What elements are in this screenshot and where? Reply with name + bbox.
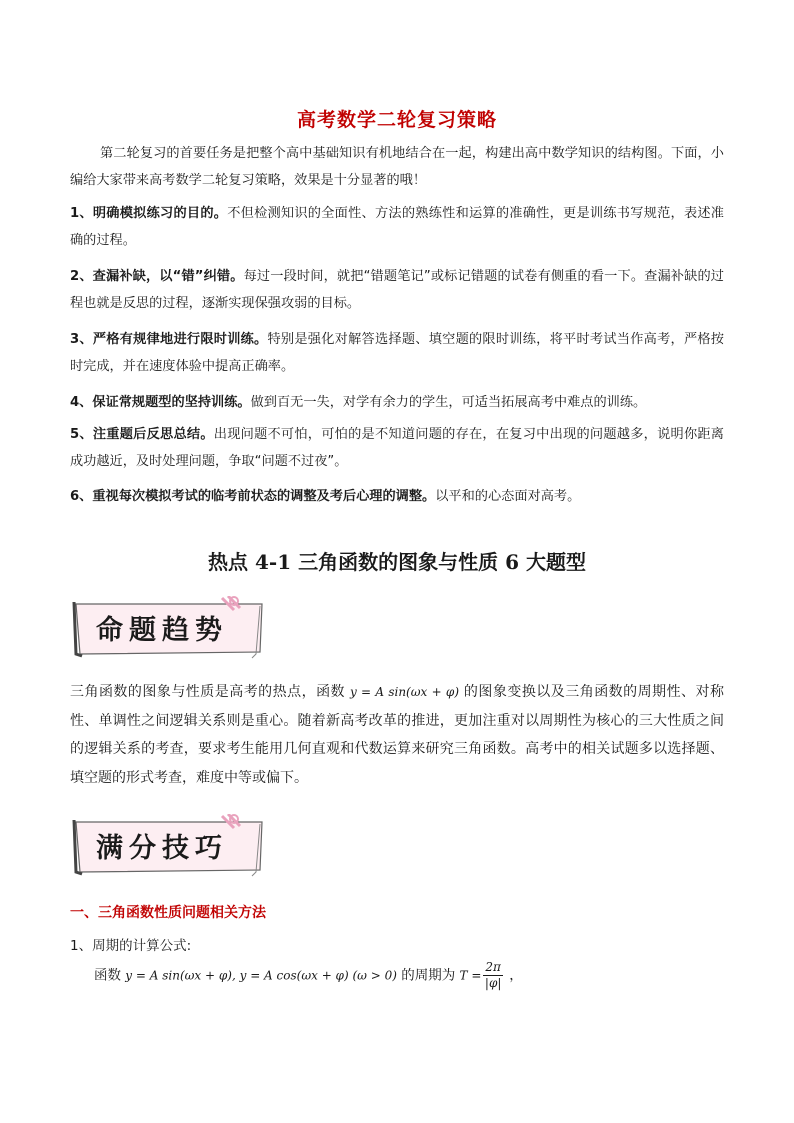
- section-heading: 一、三角函数性质问题相关方法: [70, 905, 266, 921]
- strategy-item-1: [70, 200, 724, 254]
- period-text-end: ，: [504, 967, 523, 984]
- strategy-item-text: 不但检测知识的全面性、方法的熟练性和运算的准确性，更是训练书写规范，表述准确的过程。: [70, 206, 724, 248]
- trend-badge: [72, 596, 268, 662]
- trend-badge-label: 命题趋势: [96, 615, 228, 646]
- strategy-item-lead: 3、严格有规律地进行限时训练。: [70, 332, 268, 347]
- period-symbol: T =: [459, 968, 482, 983]
- topic-title: 热点 4-1 三角函数的图象与性质 6 大题型: [208, 550, 586, 574]
- period-formula-heading: 1、周期的计算公式:: [70, 938, 192, 954]
- strategy-item-6: [70, 483, 724, 510]
- period-formula-line: [94, 960, 523, 991]
- strategy-item-lead: 4、保证常规题型的坚持训练。: [70, 395, 251, 410]
- strategy-item-5: [70, 421, 724, 475]
- fraction-denominator: |φ|: [484, 976, 502, 990]
- period-text-mid: 的周期为: [396, 967, 460, 984]
- strategy-item-text: 出现问题不可怕，可怕的是不知道问题的存在，在复习中出现的问题越多，说明你距离成功越近，及时处理问题，争取“问题不过夜”。: [70, 427, 724, 469]
- strategy-item-text: 做到百无一失，对学有余力的学生，可适当拓展高考中难点的训练。: [250, 395, 647, 410]
- skills-badge-label: 满分技巧: [96, 833, 228, 864]
- strategy-item-4: [70, 389, 724, 416]
- trend-text-start: 三角函数的图象与性质是高考的热点，函数: [70, 684, 350, 700]
- period-fraction: [483, 960, 503, 991]
- strategy-item-lead: 5、注重题后反思总结。: [70, 427, 214, 442]
- strategy-item-text: 每过一段时间，就把“错题笔记”或标记错题的试卷有侧重的看一下。查漏补缺的过程也就是反思的过程，逐渐实现保强攻弱的目标。: [70, 269, 724, 311]
- trend-paragraph: [70, 678, 724, 792]
- period-text: 函数: [94, 967, 126, 984]
- strategy-item-lead: 1、明确模拟练习的目的。: [70, 206, 228, 221]
- strategy-item-2: [70, 263, 724, 317]
- strategy-item-text: 特别是强化对解答选择题、填空题的限时训练，将平时考试当作高考，严格按时完成，并在速度体验中提高正确率。: [70, 332, 724, 374]
- period-functions: y = A sin(ωx + φ), y = A cos(ωx + φ) (ω > 0): [125, 968, 397, 983]
- strategy-item-text: 以平和的心态面对高考。: [435, 489, 581, 504]
- strategy-item-lead: 2、查漏补缺，以“错”纠错。: [70, 269, 244, 284]
- trend-text-end: 的图象变换以及三角函数的周期性、对称性、单调性之间逻辑关系则是重心。随着新高考改革的推进，更加注重对以周期性为核心的三大性质之间的逻辑关系的考查，要求考生能用几何直观和代数运算来研究三角函数。高考中的相关试题多以选择题、填空题的形式考查，难度中等或偏下。: [70, 684, 724, 786]
- skills-badge: [72, 814, 268, 880]
- strategy-title: 高考数学二轮复习策略: [296, 109, 497, 131]
- trend-formula: y = A sin(ωx + φ): [349, 685, 459, 699]
- strategy-item-lead: 6、重视每次模拟考试的临考前状态的调整及考后心理的调整。: [70, 489, 436, 504]
- fraction-numerator: 2π: [485, 960, 501, 974]
- intro-paragraph: 第二轮复习的首要任务是把整个高中基础知识有机地结合在一起，构建出高中数学知识的结构图。下面，小编给大家带来高考数学二轮复习策略，效果是十分显著的哦！: [70, 146, 724, 188]
- strategy-item-3: [70, 326, 724, 380]
